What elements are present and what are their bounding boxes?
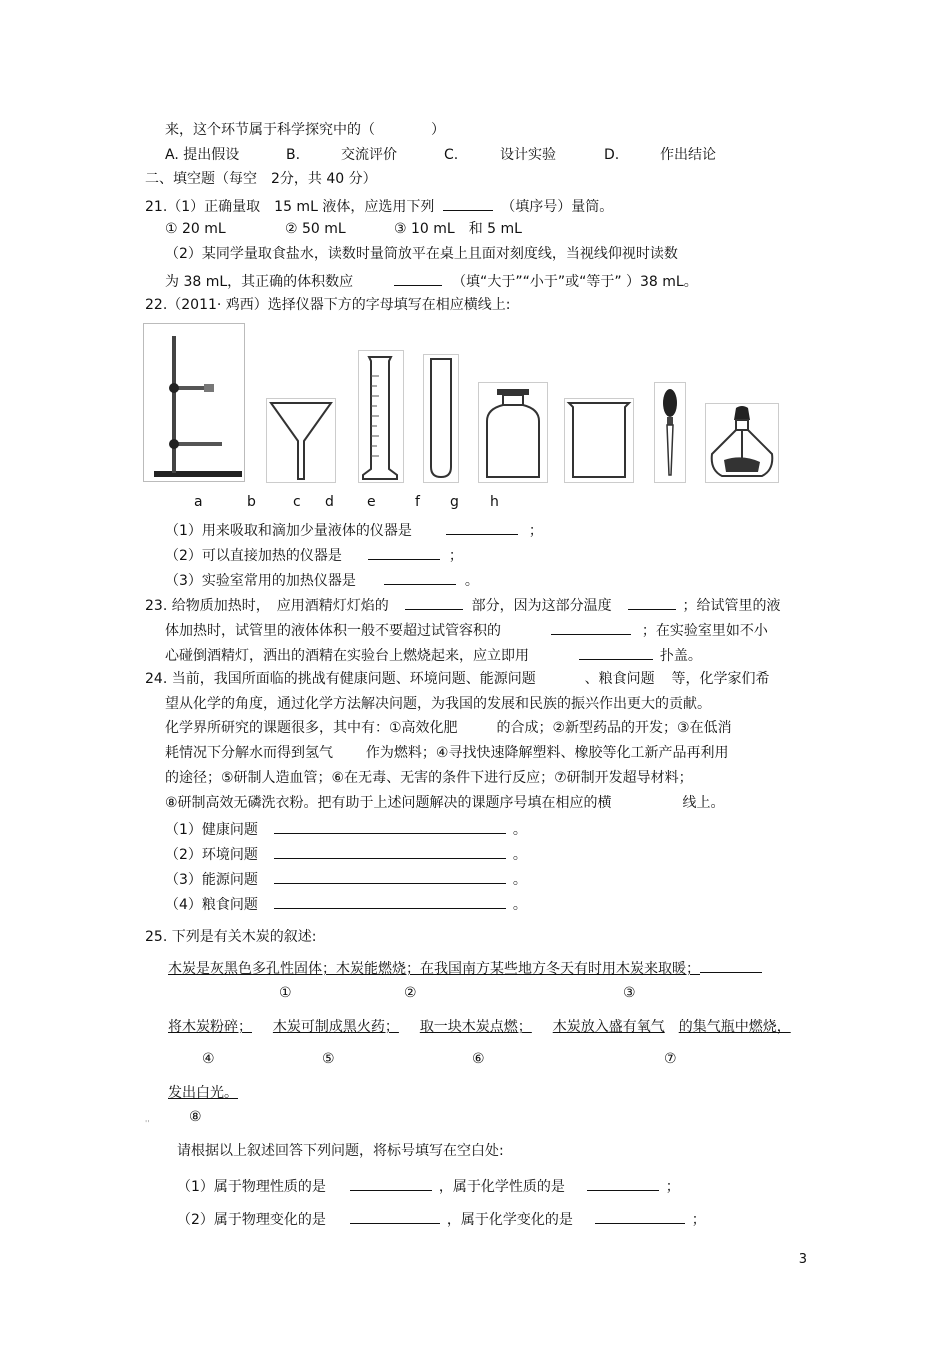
- measuring-cylinder-image: [358, 350, 404, 483]
- q24-line1-tail: 等，化学家们希: [671, 671, 770, 687]
- statement-5: 木炭可制成黑火药；: [272, 1019, 399, 1035]
- label-c: c: [293, 494, 301, 510]
- section-heading: 二、填空题（每空 2分，共 40 分）: [145, 171, 377, 187]
- marker-5: ⑤: [322, 1051, 335, 1067]
- q24-ans4-text: （4）粮食问题: [165, 897, 258, 913]
- q24-blank2[interactable]: [274, 844, 506, 859]
- q24-line3-tail: 的合成；②新型药品的开发；③在低消: [496, 720, 732, 736]
- q25-ans2-text: （2）属于物理变化的是: [177, 1212, 326, 1228]
- statement-8: 发出白光。: [168, 1085, 238, 1101]
- q23-blank2[interactable]: [628, 595, 676, 610]
- iron-stand-icon: [144, 324, 244, 481]
- q25-ans1: [177, 1176, 680, 1196]
- q21-line3-tail: （填“大于”“小于”或“等于” ）38 mL。: [452, 274, 698, 290]
- cylinder-icon: [359, 351, 403, 482]
- q23-line2: [165, 620, 768, 640]
- q24-line6-text: ⑧研制高效无磷洗衣粉。把有助于上述问题解决的课题序号填在相应的横: [165, 795, 612, 811]
- test-tube-image: [423, 354, 459, 483]
- q21-line1-tail: （填序号）量筒。: [501, 199, 614, 215]
- q21-blank2[interactable]: [394, 271, 442, 286]
- q23-line1-tail: ；给试管里的液: [682, 598, 781, 614]
- q25-prompt: 请根据以上叙述回答下列问题，将标号填写在空白处:: [177, 1143, 504, 1159]
- q22-sub3: [165, 570, 479, 590]
- q22-sub2-semi: ；: [448, 548, 463, 564]
- q25-ans2-semi: ；: [691, 1212, 706, 1228]
- q23-line1: [145, 595, 781, 615]
- option-d-text: 作出结论: [660, 147, 716, 163]
- q24-ans3-end: 。: [512, 872, 527, 888]
- q21-option2: ② 50 mL: [285, 221, 346, 237]
- q25-title: 25. 下列是有关木炭的叙述:: [145, 929, 317, 945]
- q22-sub2: [165, 545, 463, 565]
- q24-ans1: [165, 819, 527, 839]
- q24-blank1[interactable]: [274, 819, 506, 834]
- q21-option1: ① 20 mL: [165, 221, 226, 237]
- q23-blank3[interactable]: [551, 620, 631, 635]
- q24-line4-tail: 作为燃料；④寻找快速降解塑料、橡胶等化工新产品再利用: [365, 745, 729, 761]
- q25-ans1-semi: ；: [665, 1179, 680, 1195]
- option-c-letter: C.: [444, 147, 459, 163]
- option-b-letter: B.: [286, 147, 301, 163]
- label-f: f: [415, 494, 420, 510]
- q23-blank1[interactable]: [405, 595, 463, 610]
- alcohol-lamp-icon: [706, 404, 778, 482]
- q21-line3-text: 为 38 mL，其正确的体积数应: [165, 274, 354, 290]
- q24-ans4-end: 。: [512, 897, 527, 913]
- q24-ans1-text: （1）健康问题: [165, 822, 258, 838]
- label-b: b: [247, 494, 256, 510]
- statement-2: 木炭能燃烧；: [336, 961, 420, 977]
- label-h: h: [490, 494, 499, 510]
- q24-ans3-text: （3）能源问题: [165, 872, 258, 888]
- marker-6: ⑥: [472, 1051, 485, 1067]
- alcohol-lamp-image: [705, 403, 779, 483]
- q24-ans2-end: 。: [512, 847, 527, 863]
- marker-4: ④: [202, 1051, 215, 1067]
- q21-blank1[interactable]: [443, 196, 493, 211]
- marker-7: ⑦: [664, 1051, 677, 1067]
- q22-title: 22.（2011· 鸡西）选择仪器下方的字母填写在相应横线上:: [145, 297, 511, 313]
- q25-statement-row3: [168, 1084, 238, 1102]
- q25-statement-row1: [168, 960, 762, 978]
- q24-line6: [165, 794, 724, 812]
- statement-1: 木炭是灰黑色多孔性固体；: [168, 961, 336, 977]
- q22-sub1-semi: ；: [528, 523, 543, 539]
- q21-line1: [145, 196, 613, 216]
- dropper-image: [654, 382, 686, 483]
- q24-blank4[interactable]: [274, 894, 506, 909]
- label-e: e: [367, 494, 376, 510]
- q24-ans4: [165, 894, 527, 914]
- marker-8: ⑧: [189, 1109, 202, 1125]
- q24-line3: [165, 719, 732, 737]
- q24-line5: 的途径；⑤研制人造血管；⑥在无毒、无害的条件下进行反应；⑦研制开发超导材料；: [165, 770, 693, 786]
- q23-line1-mid: 部分，因为这部分温度: [471, 598, 612, 614]
- q25-blank2[interactable]: [587, 1176, 659, 1191]
- marker-1: ①: [279, 985, 292, 1001]
- q25-ans1-mid: ，属于化学性质的是: [438, 1179, 565, 1195]
- statement-7-tail: 的集气瓶中燃烧，: [678, 1019, 791, 1035]
- q24-line4-text: 耗情况下分解水而得到氢气: [165, 745, 333, 761]
- beaker-image: [564, 398, 634, 483]
- page-number: 3: [798, 1252, 807, 1267]
- q24-line2: 望从化学的角度，通过化学方法解决问题，为我国的发展和民族的振兴作出更大的贡献。: [165, 696, 711, 712]
- q23-line3: [165, 645, 702, 665]
- q22-sub2-text: （2）可以直接加热的仪器是: [165, 548, 342, 564]
- q25-row1-underline: [700, 960, 762, 973]
- funnel-icon: [267, 399, 335, 482]
- q21-line1-text: 21.（1）正确量取 15 mL 液体，应选用下列: [145, 199, 435, 215]
- funnel-image: [266, 398, 336, 483]
- q24-line1: [145, 670, 770, 688]
- q25-ans2-mid: ，属于化学变化的是: [446, 1212, 573, 1228]
- q25-blank1[interactable]: [350, 1176, 432, 1191]
- q24-line3-text: 化学界所研究的课题很多，其中有：①高效化肥: [165, 720, 458, 736]
- marker-3: ③: [623, 985, 636, 1001]
- q22-blank1[interactable]: [446, 520, 518, 535]
- q21-option3: ③ 10 mL 和 5 mL: [394, 221, 522, 237]
- q24-ans3: [165, 869, 527, 889]
- q24-blank3[interactable]: [274, 869, 506, 884]
- q24-line1-mid: 、粮食问题: [584, 671, 655, 687]
- q22-sub1-text: （1）用来吸取和滴加少量液体的仪器是: [165, 523, 412, 539]
- statement-6: 取一块木炭点燃；: [419, 1019, 532, 1035]
- q22-sub1: [165, 520, 543, 540]
- option-d-letter: D.: [604, 147, 620, 163]
- q24-ans2: [165, 844, 527, 864]
- q22-blank2[interactable]: [368, 545, 440, 560]
- reagent-bottle-image: [478, 382, 548, 483]
- q23-line2-text: 体加热时，试管里的液体体积一般不要超过试管容积的: [165, 623, 501, 639]
- option-b-text: 交流评价: [341, 147, 397, 163]
- q21-line3: [165, 271, 698, 291]
- label-g: g: [450, 494, 459, 510]
- q25-ans1-text: （1）属于物理性质的是: [177, 1179, 326, 1195]
- q25-ans2: [177, 1209, 706, 1229]
- label-a: a: [194, 494, 203, 510]
- statement-3: 在我国南方某些地方冬天有时用木炭来取暖；: [420, 961, 700, 977]
- bottle-icon: [479, 383, 547, 482]
- q22-blank3[interactable]: [384, 570, 456, 585]
- q24-line1-text: 24. 当前，我国所面临的挑战有健康问题、环境问题、能源问题: [145, 671, 536, 687]
- q24-ans1-end: 。: [512, 822, 527, 838]
- dropper-icon: [655, 383, 685, 482]
- q22-sub3-end: 。: [464, 573, 479, 589]
- q23-line2-tail: ；在实验室里如不小: [641, 623, 768, 639]
- q21-line2: （2）某同学量取食盐水，读数时量筒放平在桌上且面对刻度线，当视线仰视时读数: [165, 246, 678, 262]
- stray-mark: '': [145, 1119, 150, 1128]
- q20-continuation: 来，这个环节属于科学探究中的（ ）: [165, 122, 445, 138]
- statement-7: 木炭放入盛有氧气: [552, 1019, 665, 1035]
- q24-line4: [165, 744, 728, 762]
- q23-line3-tail: 扑盖。: [659, 648, 702, 664]
- iron-stand-image: [143, 323, 245, 482]
- statement-4: 将木炭粉碎；: [168, 1019, 252, 1035]
- q25-blank3[interactable]: [350, 1209, 440, 1224]
- option-c-text: 设计实验: [500, 147, 556, 163]
- q24-ans2-text: （2）环境问题: [165, 847, 258, 863]
- option-a: A. 提出假设: [165, 147, 240, 163]
- test-tube-icon: [424, 355, 458, 482]
- beaker-icon: [565, 399, 633, 482]
- q23-blank4[interactable]: [579, 645, 653, 660]
- q25-blank4[interactable]: [595, 1209, 685, 1224]
- q22-sub3-text: （3）实验室常用的加热仪器是: [165, 573, 356, 589]
- q24-line6-tail: 线上。: [682, 795, 725, 811]
- q25-statement-row2: [168, 1018, 791, 1036]
- q23-line3-text: 心碰倒酒精灯，洒出的酒精在实验台上燃烧起来，应立即用: [165, 648, 529, 664]
- q23-line1-text: 23. 给物质加热时， 应用酒精灯灯焰的: [145, 598, 389, 614]
- marker-2: ②: [404, 985, 417, 1001]
- label-d: d: [325, 494, 334, 510]
